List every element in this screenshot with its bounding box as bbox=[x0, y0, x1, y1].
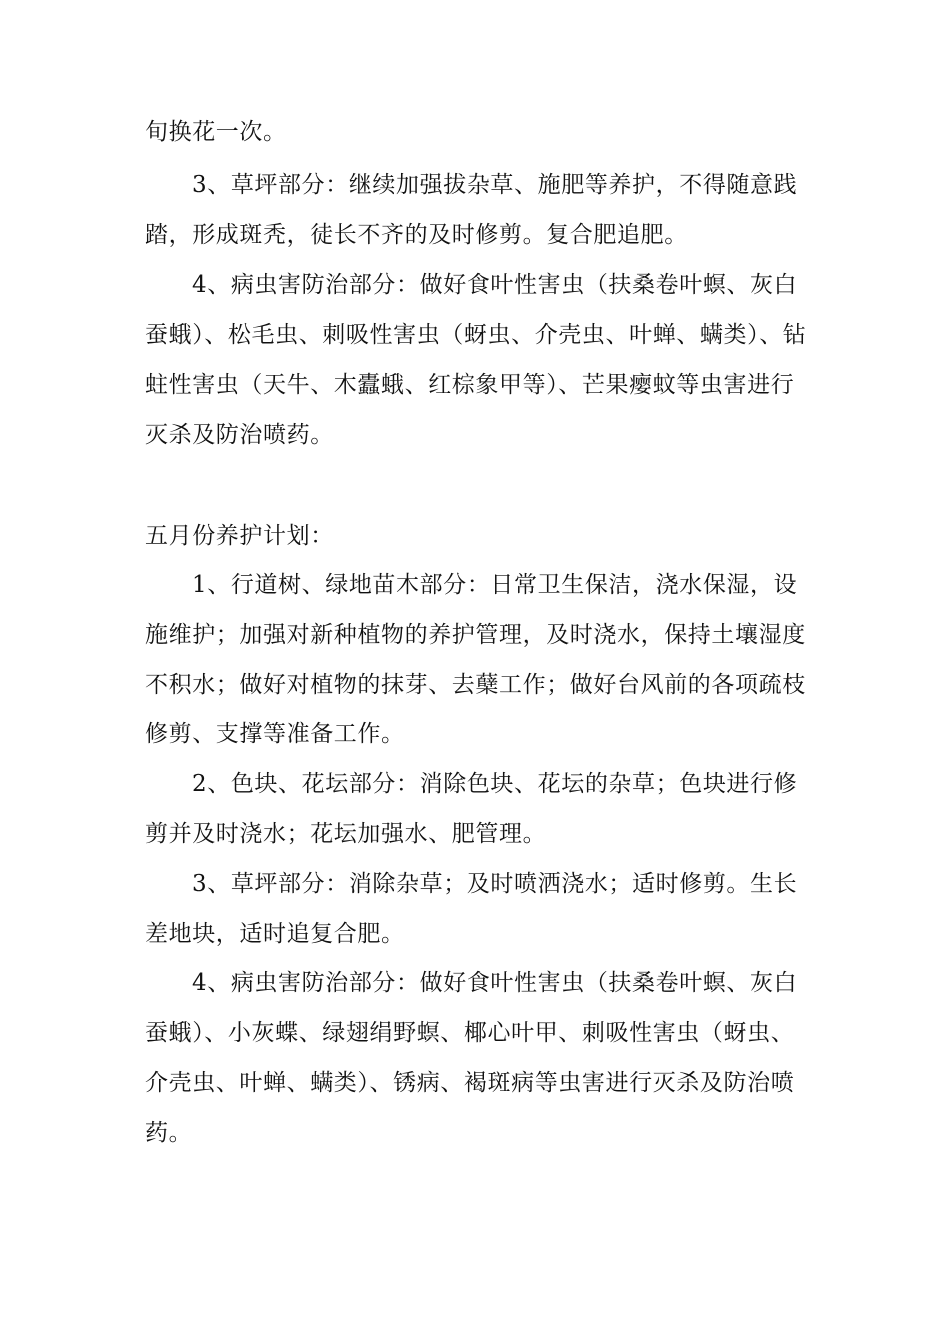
text-line: 3、草坪部分：继续加强拔杂草、施肥等养护，不得随意践 bbox=[192, 172, 798, 198]
text-line: 修剪、支撑等准备工作。 bbox=[145, 721, 405, 747]
text-line: 蚕蛾）、松毛虫、刺吸性害虫（蚜虫、介壳虫、叶蝉、螨类）、钻 bbox=[145, 322, 807, 348]
text-line: 蚕蛾）、小灰蝶、绿翅绢野螟、椰心叶甲、刺吸性害虫（蚜虫、 bbox=[145, 1020, 795, 1046]
text-line: 剪并及时浇水；花坛加强水、肥管理。 bbox=[145, 821, 547, 847]
text-line: 踏，形成斑秃，徒长不齐的及时修剪。复合肥追肥。 bbox=[145, 222, 688, 248]
text-line: 旬换花一次。 bbox=[145, 119, 287, 145]
text-line: 差地块，适时追复合肥。 bbox=[145, 921, 405, 947]
text-line: 施维护；加强对新种植物的养护管理，及时浇水，保持土壤湿度 bbox=[145, 622, 806, 648]
text-line: 2、色块、花坛部分：消除色块、花坛的杂草；色块进行修 bbox=[192, 771, 798, 797]
text-line: 4、病虫害防治部分：做好食叶性害虫（扶桑卷叶螟、灰白 bbox=[192, 272, 798, 298]
text-line: 3、草坪部分：消除杂草；及时喷洒浇水；适时修剪。生长 bbox=[192, 871, 798, 897]
section-heading: 五月份养护计划： bbox=[145, 523, 334, 549]
text-line: 蛀性害虫（天牛、木蠹蛾、红棕象甲等）、芒果瘿蚊等虫害进行 bbox=[145, 372, 795, 398]
text-line: 介壳虫、叶蝉、螨类）、锈病、褐斑病等虫害进行灭杀及防治喷 bbox=[145, 1070, 795, 1096]
text-line: 药。 bbox=[145, 1120, 193, 1146]
text-line: 1、行道树、绿地苗木部分：日常卫生保洁，浇水保湿，设 bbox=[192, 572, 798, 598]
text-line: 灭杀及防治喷药。 bbox=[145, 422, 334, 448]
text-line: 不积水；做好对植物的抹芽、去蘖工作；做好台风前的各项疏枝 bbox=[145, 672, 806, 698]
text-line: 4、病虫害防治部分：做好食叶性害虫（扶桑卷叶螟、灰白 bbox=[192, 970, 798, 996]
